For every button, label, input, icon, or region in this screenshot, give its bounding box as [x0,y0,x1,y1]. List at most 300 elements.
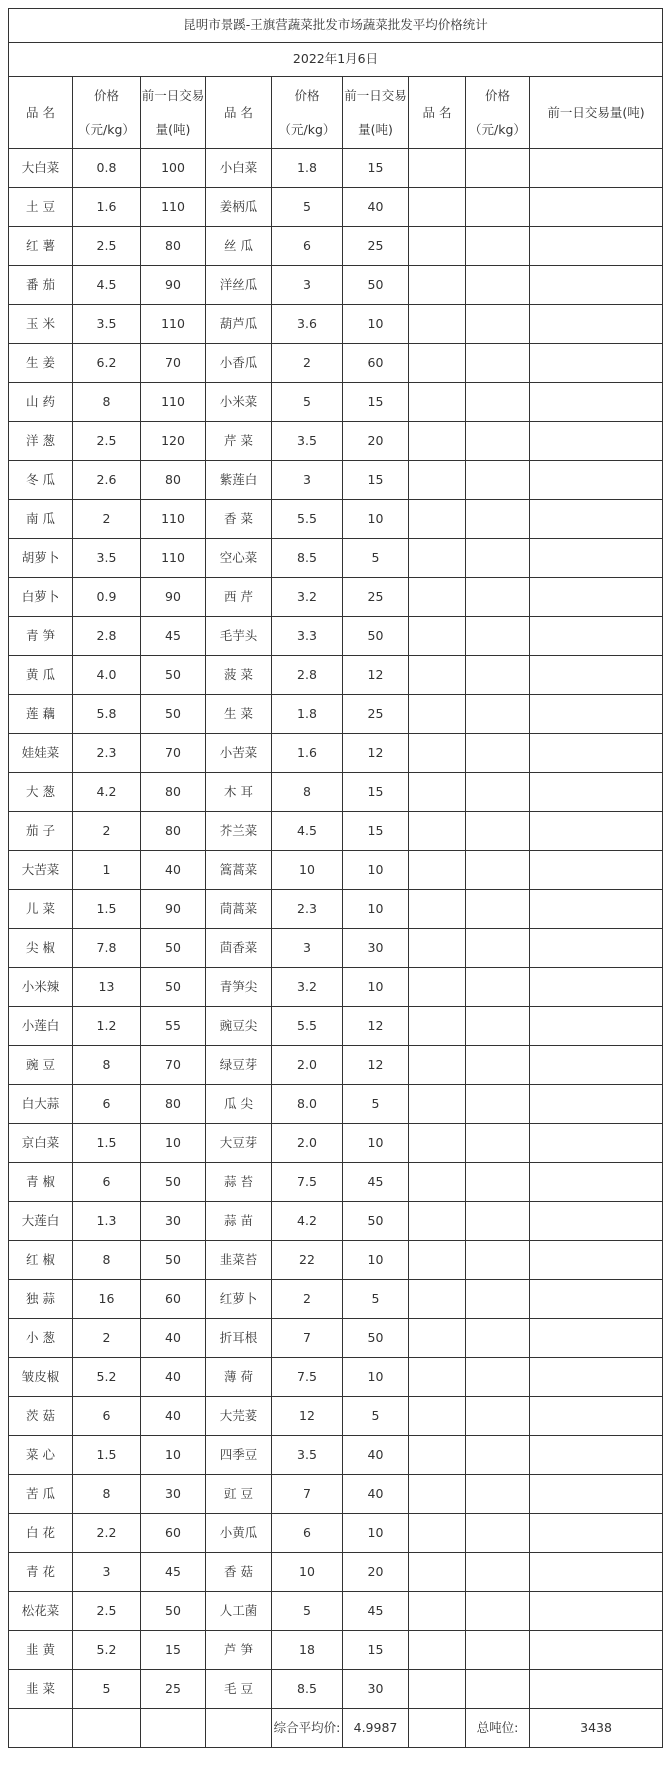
item-name: 绿豆芽 [206,1046,272,1085]
item-volume: 5 [343,539,409,578]
empty-cell [466,617,530,656]
item-volume: 15 [343,149,409,188]
item-name: 大苦菜 [9,851,73,890]
item-price: 10 [272,851,343,890]
item-volume: 45 [141,1553,206,1592]
item-price: 12 [272,1397,343,1436]
item-volume: 50 [343,1319,409,1358]
item-price: 3.5 [73,305,141,344]
item-name: 土 豆 [9,188,73,227]
table-row [9,734,663,773]
item-volume: 50 [343,266,409,305]
item-price: 3 [73,1553,141,1592]
table-row [9,1124,663,1163]
item-volume: 45 [343,1592,409,1631]
item-name: 韭 黄 [9,1631,73,1670]
item-name: 青 椒 [9,1163,73,1202]
empty-cell [409,929,466,968]
item-volume: 50 [141,929,206,968]
average-price-label: 综合平均价: [272,1709,343,1748]
item-name: 青 笋 [9,617,73,656]
empty-cell [530,422,663,461]
empty-cell [466,1046,530,1085]
item-volume: 40 [141,1319,206,1358]
empty-cell [466,500,530,539]
item-volume: 50 [343,1202,409,1241]
table-row [9,227,663,266]
table-row [9,929,663,968]
item-price: 6 [73,1397,141,1436]
table-row [9,1280,663,1319]
empty-cell [409,1475,466,1514]
item-price: 8.0 [272,1085,343,1124]
item-volume: 30 [141,1475,206,1514]
item-volume: 10 [141,1124,206,1163]
item-price: 1.8 [272,695,343,734]
item-volume: 12 [343,656,409,695]
item-volume: 120 [141,422,206,461]
header-volume: 前一日交易量(吨) [530,77,663,149]
item-volume: 100 [141,149,206,188]
empty-cell [466,1670,530,1709]
empty-cell [466,422,530,461]
item-name: 山 药 [9,383,73,422]
item-volume: 40 [141,1397,206,1436]
item-name: 小米菜 [206,383,272,422]
item-name: 大 葱 [9,773,73,812]
item-name: 折耳根 [206,1319,272,1358]
item-price: 4.0 [73,656,141,695]
item-price: 6 [272,1514,343,1553]
item-volume: 40 [343,1475,409,1514]
item-volume: 50 [141,656,206,695]
empty-cell [409,1436,466,1475]
item-price: 2 [272,1280,343,1319]
empty-cell [530,1553,663,1592]
table-row [9,1670,663,1709]
empty-cell [409,305,466,344]
header-price: 价格（元/kg） [466,77,530,149]
item-name: 豌豆尖 [206,1007,272,1046]
item-price: 5 [73,1670,141,1709]
empty-cell [530,1163,663,1202]
empty-cell [409,500,466,539]
item-volume: 80 [141,812,206,851]
header-name: 品 名 [206,77,272,149]
item-price: 1.8 [272,149,343,188]
empty-cell [530,1358,663,1397]
item-name: 豇 豆 [206,1475,272,1514]
item-volume: 12 [343,734,409,773]
item-price: 3 [272,266,343,305]
empty-cell [409,1319,466,1358]
table-row [9,188,663,227]
item-price: 18 [272,1631,343,1670]
item-price: 2.3 [272,890,343,929]
item-name: 大莲白 [9,1202,73,1241]
item-volume: 5 [343,1397,409,1436]
item-volume: 50 [343,617,409,656]
item-price: 8 [73,1475,141,1514]
empty-cell [530,266,663,305]
item-price: 0.9 [73,578,141,617]
item-volume: 90 [141,266,206,305]
empty-cell [409,461,466,500]
item-price: 1 [73,851,141,890]
empty-cell [466,1475,530,1514]
item-name: 生 姜 [9,344,73,383]
item-price: 2.5 [73,1592,141,1631]
item-price: 3.5 [272,422,343,461]
item-name: 白萝卜 [9,578,73,617]
empty-cell [530,656,663,695]
item-volume: 90 [141,578,206,617]
table-row [9,539,663,578]
item-price: 4.5 [73,266,141,305]
empty-cell [9,1709,73,1748]
item-name: 薄 荷 [206,1358,272,1397]
item-volume: 20 [343,422,409,461]
empty-cell [466,266,530,305]
table-title: 昆明市景蹊-王旗营蔬菜批发市场蔬菜批发平均价格统计 [9,9,663,43]
empty-cell [409,1280,466,1319]
table-row [9,617,663,656]
empty-cell [409,1085,466,1124]
item-volume: 20 [343,1553,409,1592]
item-volume: 25 [343,695,409,734]
empty-cell [409,968,466,1007]
item-price: 4.5 [272,812,343,851]
item-name: 儿 菜 [9,890,73,929]
empty-cell [530,1592,663,1631]
empty-cell [466,1202,530,1241]
item-name: 青 花 [9,1553,73,1592]
table-row [9,1241,663,1280]
item-price: 1.6 [272,734,343,773]
item-price: 8 [73,383,141,422]
item-name: 小 葱 [9,1319,73,1358]
header-price: 价格（元/kg） [73,77,141,149]
item-name: 香 菇 [206,1553,272,1592]
table-row [9,1007,663,1046]
item-volume: 60 [141,1514,206,1553]
empty-cell [466,1241,530,1280]
item-name: 西 芹 [206,578,272,617]
item-price: 5.8 [73,695,141,734]
item-price: 2.6 [73,461,141,500]
empty-cell [466,344,530,383]
empty-cell [530,1670,663,1709]
empty-cell [466,1397,530,1436]
item-price: 1.3 [73,1202,141,1241]
empty-cell [530,1241,663,1280]
empty-cell [409,812,466,851]
table-row [9,1046,663,1085]
item-volume: 80 [141,1085,206,1124]
header-volume: 前一日交易量(吨) [141,77,206,149]
empty-cell [530,1319,663,1358]
item-price: 4.2 [73,773,141,812]
item-name: 芹 菜 [206,422,272,461]
empty-cell [409,656,466,695]
item-price: 8 [272,773,343,812]
table-row [9,344,663,383]
item-name: 毛芋头 [206,617,272,656]
empty-cell [530,1085,663,1124]
item-name: 葫芦瓜 [206,305,272,344]
item-price: 3.2 [272,578,343,617]
empty-cell [409,734,466,773]
empty-cell [530,890,663,929]
empty-cell [409,188,466,227]
empty-cell [409,383,466,422]
item-name: 独 蒜 [9,1280,73,1319]
item-price: 1.6 [73,188,141,227]
item-volume: 5 [343,1280,409,1319]
item-name: 芦 笋 [206,1631,272,1670]
item-price: 10 [272,1553,343,1592]
item-name: 莲 藕 [9,695,73,734]
item-volume: 15 [343,812,409,851]
item-name: 黄 瓜 [9,656,73,695]
empty-cell [409,1163,466,1202]
empty-cell [409,1202,466,1241]
empty-cell [409,422,466,461]
table-row [9,656,663,695]
item-name: 茄 子 [9,812,73,851]
item-price: 5.2 [73,1631,141,1670]
item-name: 蒜 苔 [206,1163,272,1202]
item-volume: 45 [343,1163,409,1202]
item-name: 人工菌 [206,1592,272,1631]
empty-cell [466,1553,530,1592]
item-name: 芥兰菜 [206,812,272,851]
empty-cell [530,461,663,500]
item-name: 红萝卜 [206,1280,272,1319]
item-name: 小白菜 [206,149,272,188]
empty-cell [466,383,530,422]
empty-cell [466,773,530,812]
item-price: 7.8 [73,929,141,968]
item-volume: 80 [141,773,206,812]
empty-cell [530,539,663,578]
empty-cell [409,1631,466,1670]
item-name: 洋 葱 [9,422,73,461]
item-name: 生 菜 [206,695,272,734]
table-row [9,383,663,422]
item-volume: 70 [141,1046,206,1085]
empty-cell [409,1046,466,1085]
report-date: 2022年1月6日 [9,43,663,77]
empty-cell [466,1163,530,1202]
item-price: 1.5 [73,1436,141,1475]
empty-cell [409,1553,466,1592]
item-price: 1.2 [73,1007,141,1046]
empty-cell [530,617,663,656]
table-row [9,1358,663,1397]
item-price: 3.3 [272,617,343,656]
item-name: 韭 菜 [9,1670,73,1709]
item-price: 16 [73,1280,141,1319]
empty-cell [466,1007,530,1046]
empty-cell [409,1514,466,1553]
empty-cell [530,344,663,383]
item-volume: 10 [343,1241,409,1280]
table-row [9,695,663,734]
empty-cell [409,1670,466,1709]
item-name: 京白菜 [9,1124,73,1163]
item-price: 6.2 [73,344,141,383]
item-volume: 70 [141,734,206,773]
item-price: 13 [73,968,141,1007]
item-name: 茨 菇 [9,1397,73,1436]
item-price: 4.2 [272,1202,343,1241]
item-price: 2.5 [73,422,141,461]
empty-cell [466,188,530,227]
item-price: 2 [73,812,141,851]
item-name: 四季豆 [206,1436,272,1475]
empty-cell [409,1241,466,1280]
item-name: 南 瓜 [9,500,73,539]
empty-cell [466,1319,530,1358]
empty-cell [466,929,530,968]
item-volume: 110 [141,500,206,539]
item-volume: 50 [141,1241,206,1280]
empty-cell [530,1514,663,1553]
empty-cell [466,968,530,1007]
item-volume: 10 [343,1124,409,1163]
table-row [9,422,663,461]
empty-cell [466,1358,530,1397]
item-name: 紫莲白 [206,461,272,500]
empty-cell [466,1085,530,1124]
item-volume: 30 [343,1670,409,1709]
total-tonnage-label: 总吨位: [466,1709,530,1748]
item-price: 7.5 [272,1163,343,1202]
empty-cell [73,1709,141,1748]
item-price: 7 [272,1319,343,1358]
empty-cell [466,1592,530,1631]
empty-cell [530,1397,663,1436]
table-row [9,1319,663,1358]
table-row [9,578,663,617]
table-row [9,461,663,500]
item-name: 菠 菜 [206,656,272,695]
empty-cell [466,656,530,695]
item-volume: 60 [343,344,409,383]
table-row [9,1514,663,1553]
empty-cell [466,461,530,500]
price-report [8,8,663,1748]
item-price: 3.6 [272,305,343,344]
item-volume: 80 [141,461,206,500]
item-name: 篙蒿菜 [206,851,272,890]
item-price: 2 [73,500,141,539]
item-volume: 110 [141,383,206,422]
item-name: 香 菜 [206,500,272,539]
item-name: 尖 椒 [9,929,73,968]
item-price: 6 [73,1163,141,1202]
item-name: 木 耳 [206,773,272,812]
table-row [9,266,663,305]
item-price: 5 [272,383,343,422]
item-price: 5 [272,188,343,227]
empty-cell [530,1124,663,1163]
table-row [9,1631,663,1670]
item-price: 6 [272,227,343,266]
item-price: 3.5 [73,539,141,578]
item-name: 豌 豆 [9,1046,73,1085]
item-volume: 12 [343,1046,409,1085]
empty-cell [466,1631,530,1670]
item-name: 丝 瓜 [206,227,272,266]
item-price: 3 [272,461,343,500]
item-price: 2.0 [272,1046,343,1085]
item-price: 5 [272,1592,343,1631]
empty-cell [466,890,530,929]
item-volume: 30 [343,929,409,968]
item-volume: 10 [343,1514,409,1553]
empty-cell [409,344,466,383]
item-name: 苦 瓜 [9,1475,73,1514]
empty-cell [530,578,663,617]
item-volume: 10 [141,1436,206,1475]
item-name: 毛 豆 [206,1670,272,1709]
item-price: 0.8 [73,149,141,188]
table-row [9,149,663,188]
item-price: 7.5 [272,1358,343,1397]
header-name: 品 名 [409,77,466,149]
item-name: 大白菜 [9,149,73,188]
table-row [9,1553,663,1592]
item-volume: 10 [343,851,409,890]
item-volume: 45 [141,617,206,656]
table-row [9,851,663,890]
table-row [9,1202,663,1241]
item-price: 8.5 [272,539,343,578]
item-name: 蒜 苗 [206,1202,272,1241]
empty-cell [206,1709,272,1748]
table-row [9,1475,663,1514]
empty-cell [409,1358,466,1397]
item-name: 小米辣 [9,968,73,1007]
empty-cell [466,812,530,851]
header-row [9,77,663,149]
empty-cell [530,851,663,890]
item-name: 红 薯 [9,227,73,266]
item-price: 2.8 [272,656,343,695]
empty-cell [466,734,530,773]
empty-cell [530,149,663,188]
empty-cell [530,773,663,812]
item-volume: 10 [343,305,409,344]
empty-cell [530,1475,663,1514]
item-name: 青笋尖 [206,968,272,1007]
empty-cell [409,227,466,266]
header-name: 品 名 [9,77,73,149]
empty-cell [530,227,663,266]
empty-cell [466,695,530,734]
item-volume: 25 [141,1670,206,1709]
empty-cell [530,812,663,851]
item-volume: 25 [343,578,409,617]
item-volume: 40 [343,1436,409,1475]
item-price: 1.5 [73,890,141,929]
item-price: 2 [73,1319,141,1358]
empty-cell [530,1631,663,1670]
empty-cell [409,1709,466,1748]
empty-cell [409,695,466,734]
